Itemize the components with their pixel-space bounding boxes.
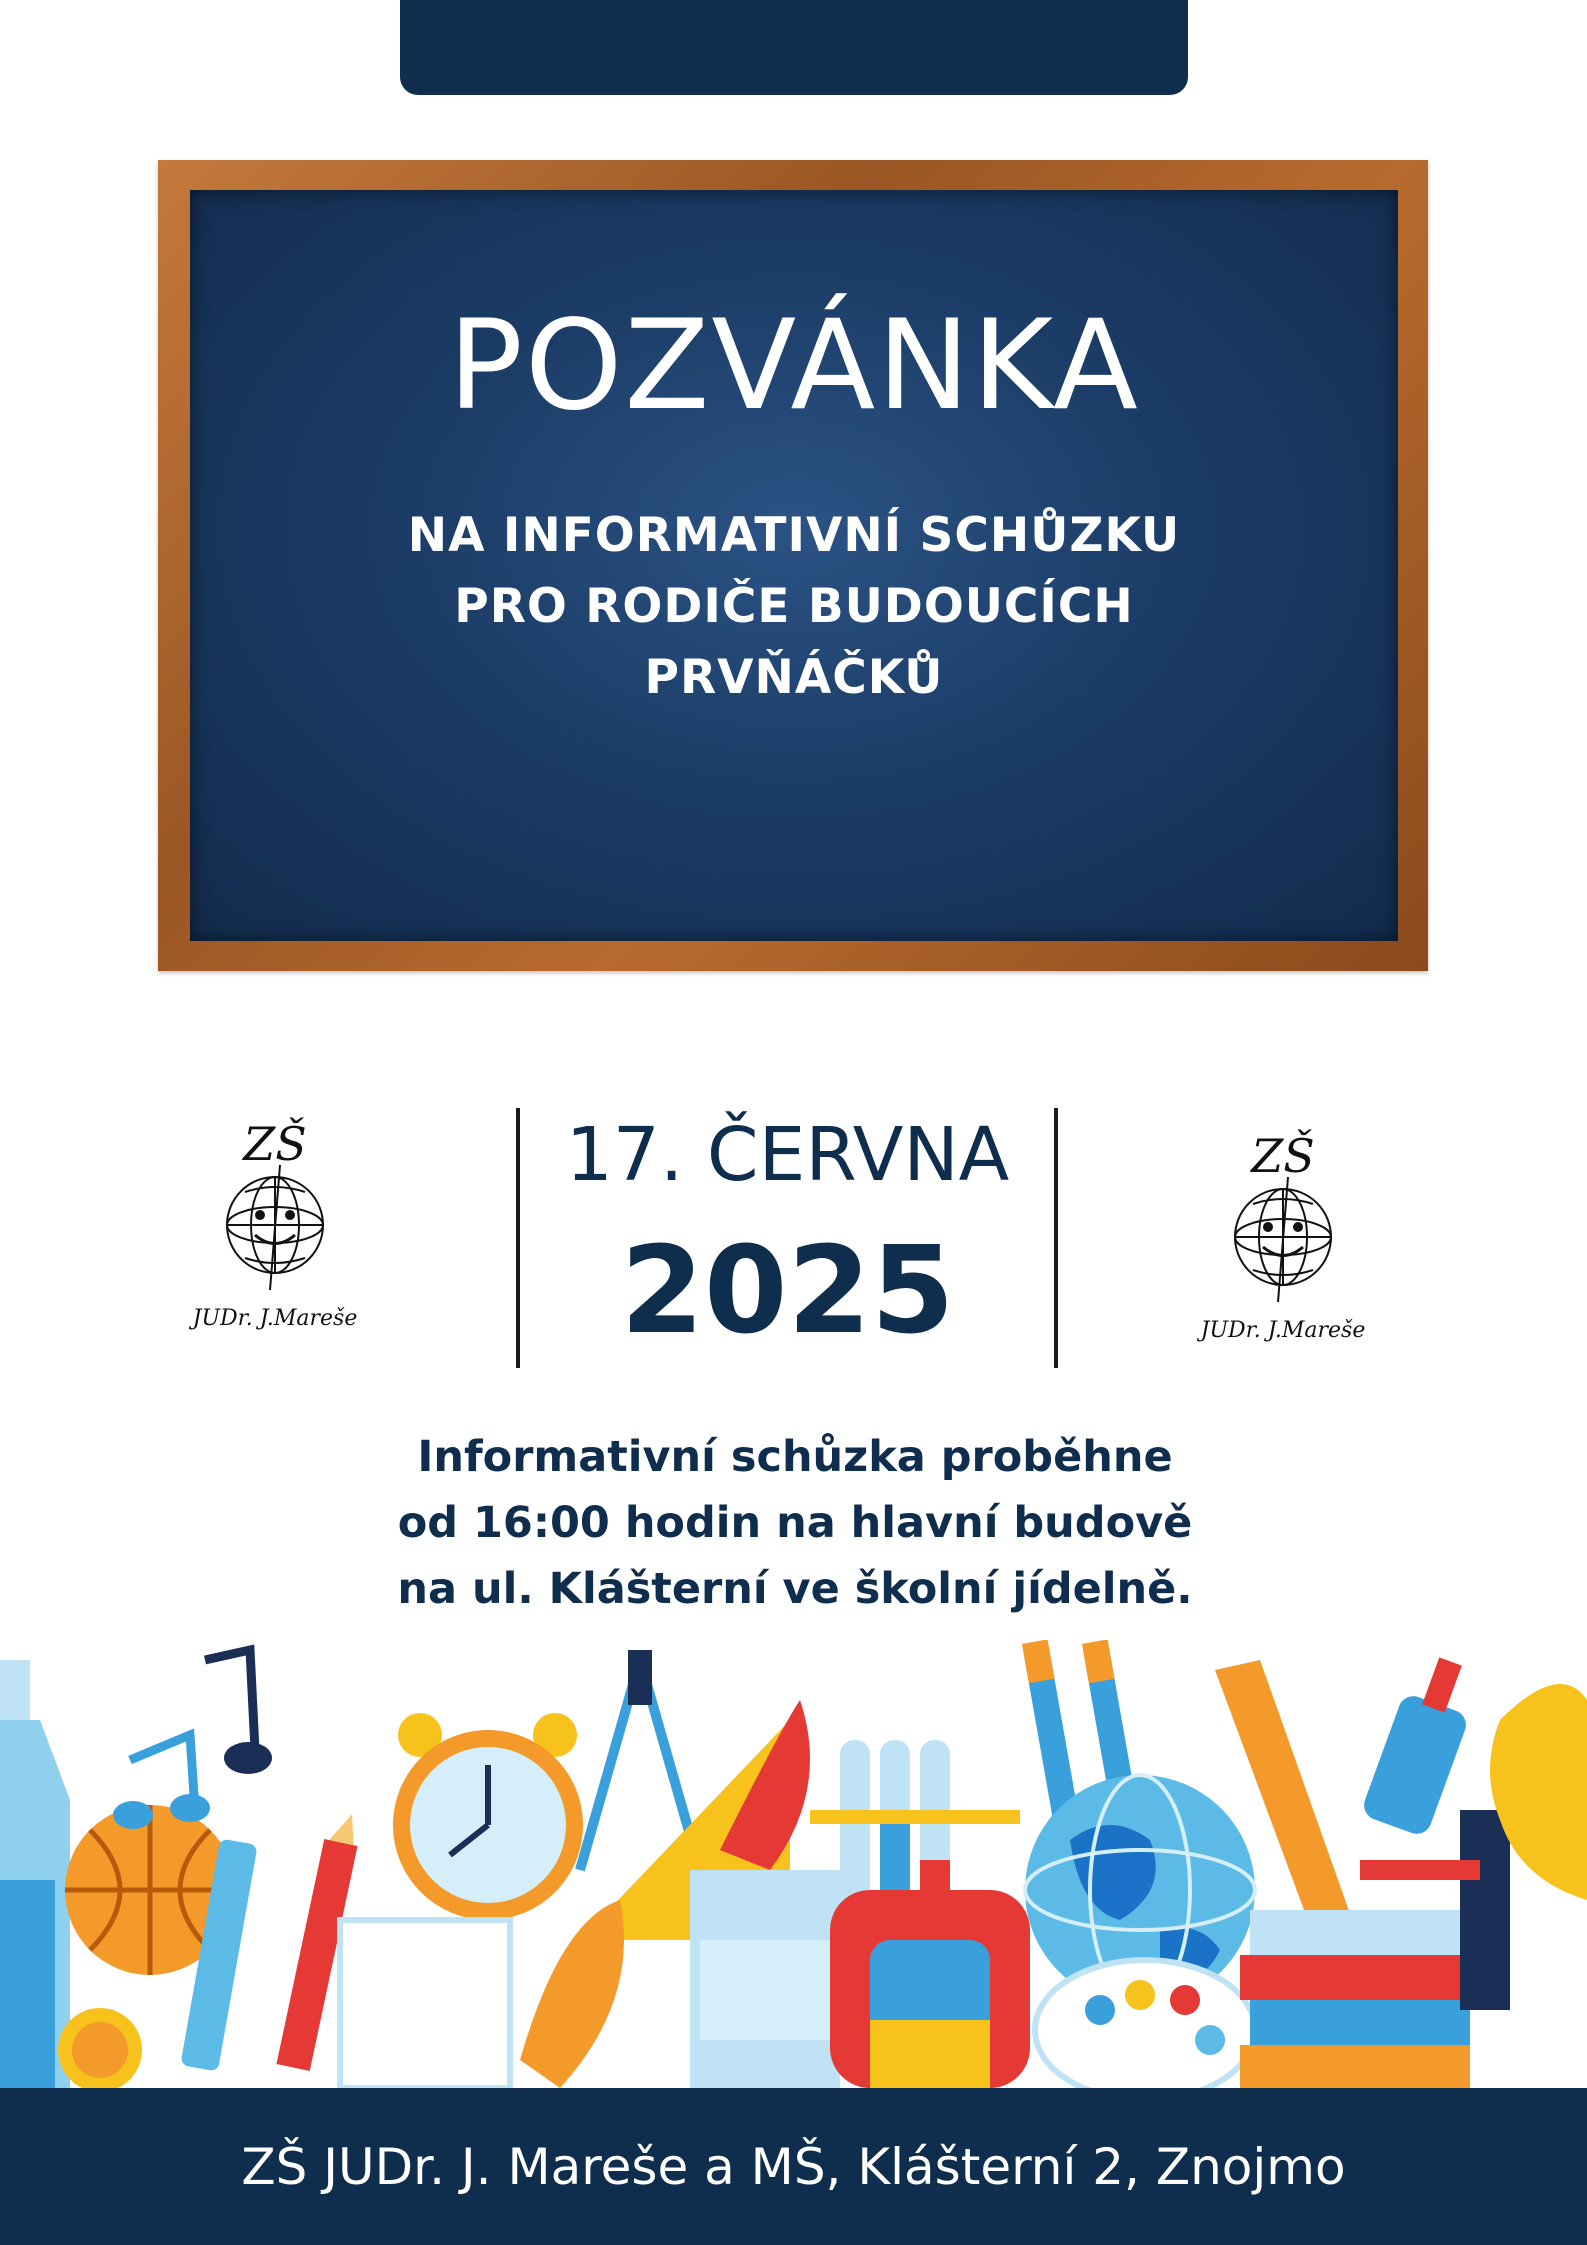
school-supplies-illustration [0,1640,1587,2088]
alarm-clock-icon [393,1713,583,1920]
bottle-icon [0,1660,70,2088]
logo-top-text: ZŠ [1251,1129,1315,1183]
palette-icon [1035,1960,1255,2088]
invitation-subtitle [190,500,1398,713]
info-line: od 16:00 hodin na hlavní budově [397,1498,1193,1548]
subtitle-line: PRVŇÁČKŮ [644,650,944,705]
school-logo-icon [160,1110,390,1340]
logo-bottom-text: JUDr. J.Mareše [192,1306,358,1331]
footer [0,2088,1587,2245]
backpack-icon [830,1890,1030,2088]
top-banner-tab [400,0,1188,95]
school-logo-left [160,1110,390,1340]
logo-bottom-text: JUDr. J.Mareše [1200,1318,1366,1343]
event-date-year: 2025 [620,1222,955,1361]
logo-top-text: ZŠ [243,1117,307,1171]
meeting-info [250,1424,1340,1622]
medal-icon [58,2008,142,2088]
school-logo-right [1168,1122,1398,1352]
subtitle-line: PRO RODIČE BUDOUCÍCH [454,579,1134,634]
divider-right [1054,1108,1058,1368]
school-logo-icon [1168,1122,1398,1352]
info-line: Informativní schůzka proběhne [417,1432,1173,1482]
info-line: na ul. Klášterní ve školní jídelně. [397,1564,1193,1614]
chalkboard-frame [158,160,1428,971]
school-address: ZŠ JUDr. J. Mareše a MŠ, Klášterní 2, Znojmo [241,2138,1346,2196]
music-note-icon [113,1650,272,1829]
event-date-day: 17. ČERVNA [565,1112,1010,1198]
invitation-title: POZVÁNKA [448,294,1140,438]
books-icon [1240,1910,1470,2088]
chalkboard [190,190,1398,941]
subtitle-line: NA INFORMATIVNÍ SCHŮZKU [407,508,1181,563]
